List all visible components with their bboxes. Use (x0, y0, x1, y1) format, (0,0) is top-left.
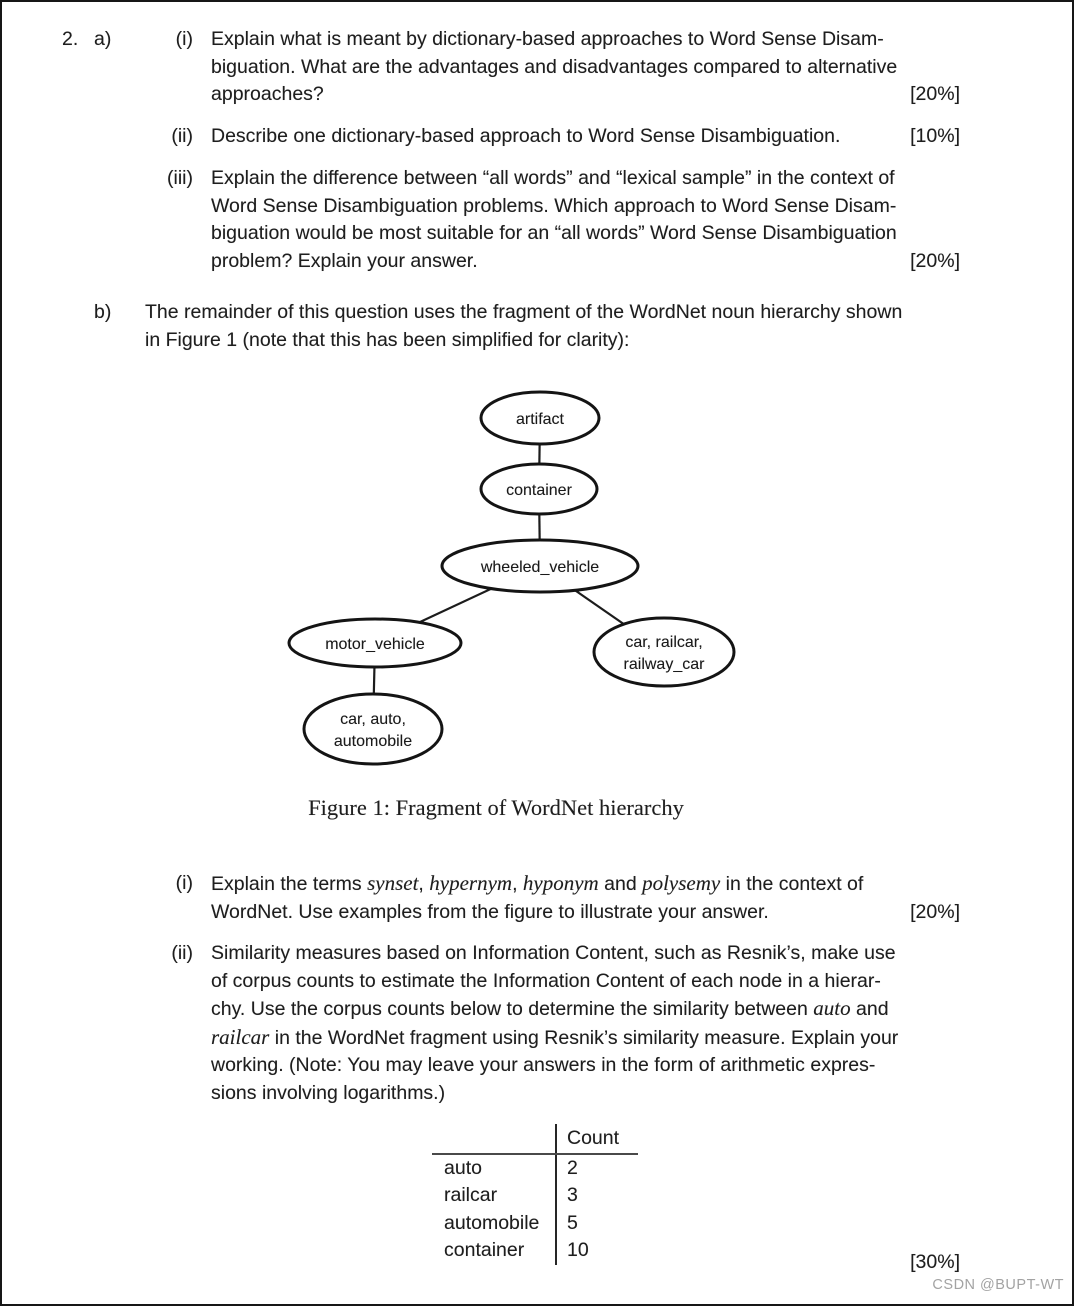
header-count-cell: Count (555, 1124, 638, 1153)
text-segment: and (598, 873, 643, 895)
text-line: sions involving logarithms.) (211, 1081, 446, 1104)
wordnet-hierarchy-figure (2, 2, 1074, 792)
watermark: CSDN @BUPT-WT (932, 1277, 1064, 1294)
node-car-railcar-label-line1: car, railcar, (625, 634, 703, 651)
text-line (211, 870, 927, 899)
mark-badge: [10%] (910, 125, 960, 147)
mark-badge: [20%] (910, 83, 960, 106)
text-line-content: WordNet. Use examples from the figure to illustrate your answer. (211, 900, 769, 923)
part-a-label: a) (94, 28, 112, 50)
text-line: biguation would be most suitable for an “all words” Word Sense Disambiguation (211, 222, 897, 245)
item-b-ii (171, 940, 927, 1108)
text-segment: , (512, 873, 523, 895)
row-label: automobile (444, 1211, 540, 1234)
text-segment: and (850, 998, 889, 1021)
text-segment: , (418, 873, 430, 895)
text-line: working. (Note: You may leave your answers in the form of arithmetic expres- (211, 1054, 876, 1077)
item-b-i (175, 870, 960, 926)
row-count: 3 (555, 1183, 638, 1211)
text-line: Similarity measures based on Information Content, such as Resnik’s, make use (211, 942, 896, 964)
roman-numeral: (ii) (171, 942, 193, 964)
text-line: biguation. What are the advantages and disadvantages compared to alternative (211, 55, 898, 78)
part-b-label: b) (94, 301, 112, 323)
text-line (211, 899, 960, 927)
row-count: 10 (555, 1238, 638, 1266)
text-line: of corpus counts to estimate the Information Content of each node in a hierar- (211, 969, 881, 992)
roman-numeral: (iii) (167, 167, 193, 189)
text-line: in Figure 1 (note that this has been simplified for clarity): (145, 328, 630, 351)
corpus-counts-table (432, 1124, 638, 1265)
table-header-row (432, 1124, 638, 1155)
text-line (211, 1024, 927, 1053)
roman-numeral: (i) (175, 28, 193, 50)
text-line: Explain the difference between “all words” and “lexical sample” in the context of (211, 167, 895, 189)
row-count: 2 (555, 1155, 638, 1183)
text-line-content: Describe one dictionary-based approach to Word Sense Disambiguation. (211, 125, 841, 147)
node-car-auto-label-line2: automobile (333, 733, 413, 750)
text-segment: Explain the terms (211, 873, 368, 895)
row-label: container (444, 1239, 525, 1262)
table-row (432, 1210, 638, 1238)
mark-badge: [20%] (910, 900, 960, 923)
node-car-auto-ellipse (304, 694, 442, 764)
text-line-content: approaches? (211, 83, 324, 106)
table-row (432, 1155, 638, 1183)
node-motor-vehicle-label: motor_vehicle (325, 636, 425, 653)
figure-caption: Figure 1: Fragment of WordNet hierarchy (308, 795, 684, 820)
row-label: auto (444, 1156, 482, 1179)
term-railcar: railcar (211, 1024, 270, 1049)
term-synset: synset (367, 871, 419, 895)
node-car-auto-label-line1: car, auto, (340, 711, 406, 728)
term-hypernym: hypernym (429, 871, 513, 895)
term-auto: auto (813, 996, 851, 1021)
roman-numeral: (ii) (171, 125, 193, 147)
term-hyponym: hyponym (522, 871, 599, 895)
text-segment: in the WordNet fragment using Resnik’s similarity measure. Explain your (269, 1026, 899, 1049)
mark-badge: [30%] (910, 1251, 960, 1273)
text-line: The remainder of this question uses the fragment of the WordNet noun hierarchy shown (145, 301, 903, 323)
text-segment: in the context of (720, 873, 864, 895)
text-line: Explain what is meant by dictionary-based approaches to Word Sense Disam- (211, 28, 884, 50)
node-container-label: container (506, 482, 572, 499)
text-segment: chy. Use the corpus counts below to determine the similarity between (211, 998, 814, 1021)
table-row (432, 1238, 638, 1266)
text-line-content: problem? Explain your answer. (211, 249, 478, 272)
question-number: 2. (62, 28, 79, 50)
row-label: railcar (444, 1184, 498, 1207)
mark-badge: [20%] (910, 249, 960, 272)
header-empty-cell (432, 1124, 555, 1153)
row-count: 5 (555, 1210, 638, 1238)
node-wheeled-vehicle-label: wheeled_vehicle (480, 559, 600, 576)
node-artifact-label: artifact (515, 411, 565, 428)
roman-numeral: (i) (175, 872, 193, 894)
node-car-railcar-ellipse (594, 618, 734, 686)
text-line (211, 995, 927, 1024)
text-line: Word Sense Disambiguation problems. Which approach to Word Sense Disam- (211, 194, 897, 217)
node-car-railcar-label-line2: railway_car (623, 656, 705, 673)
term-polysemy: polysemy (642, 871, 721, 895)
table-row (432, 1183, 638, 1211)
